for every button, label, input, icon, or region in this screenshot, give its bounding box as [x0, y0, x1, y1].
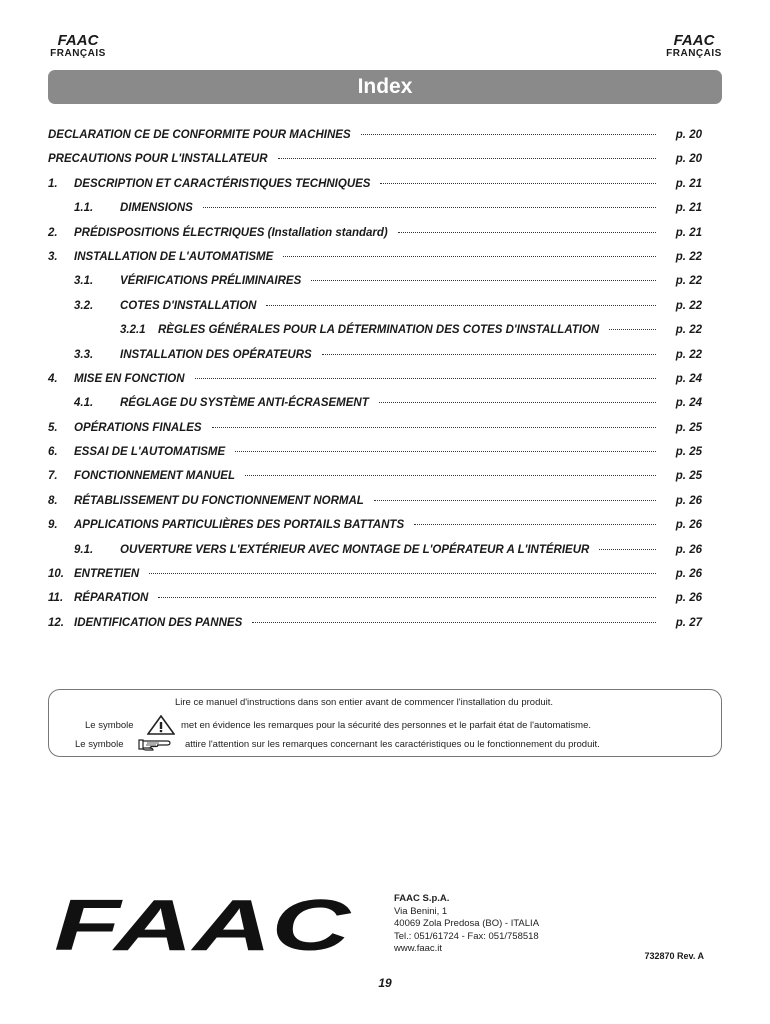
toc-label: IDENTIFICATION DES PANNES [74, 616, 243, 629]
toc-page-ref: p. 21 [675, 177, 702, 190]
address-line: www.faac.it [394, 943, 443, 954]
toc-label: DECLARATION CE DE CONFORMITE POUR MACHINES [48, 129, 351, 141]
notice-box [48, 689, 722, 757]
toc-page-ref: p. 20 [675, 153, 702, 166]
toc-entry [48, 373, 702, 397]
toc-number: 2. [48, 226, 58, 239]
toc-leader-dots [398, 232, 656, 233]
toc-entry [48, 275, 702, 299]
language-label-right: FRANÇAIS [666, 48, 722, 59]
toc-label: ENTRETIEN [74, 568, 140, 581]
toc-leader-dots [278, 158, 656, 159]
toc-entry [48, 592, 702, 616]
toc-label: RÉTABLISSEMENT DU FONCTIONNEMENT NORMAL [74, 494, 364, 507]
toc-entry [48, 397, 702, 421]
toc-number: 3.2.1 [120, 324, 146, 337]
toc-leader-dots [203, 207, 656, 208]
toc-leader-dots [149, 573, 656, 574]
toc-entry [48, 178, 702, 202]
toc-number: 1.1. [74, 202, 94, 215]
toc-number: 3.2. [74, 299, 94, 312]
toc-entry [48, 544, 702, 568]
toc-label: INSTALLATION DE L'AUTOMATISME [74, 250, 274, 263]
toc-leader-dots [599, 549, 656, 550]
svg-text:FAAC: FAAC [57, 33, 99, 47]
toc-entry [48, 227, 702, 251]
toc-leader-dots [252, 622, 656, 623]
toc-label: PRECAUTIONS POUR L'INSTALLATEUR [48, 153, 268, 166]
toc-page-ref: p. 26 [675, 519, 702, 532]
toc-entry [48, 470, 702, 494]
toc-page-ref: p. 26 [675, 494, 702, 507]
address-line: 40069 Zola Predosa (BO) - ITALIA [394, 918, 540, 929]
toc-label: APPLICATIONS PARTICULIÈRES DES PORTAILS BATTANTS [74, 519, 405, 532]
toc-number: 7. [48, 470, 58, 483]
toc-leader-dots [235, 451, 656, 452]
toc-entry [48, 202, 702, 226]
toc-page-ref: p. 22 [675, 299, 702, 312]
table-of-contents [48, 129, 702, 641]
toc-page-ref: p. 27 [675, 616, 702, 629]
header-logo-left [48, 33, 108, 59]
toc-number: 9. [48, 519, 58, 532]
toc-page-ref: p. 25 [675, 470, 702, 483]
toc-number: 10. [48, 568, 64, 581]
faac-logo-small-left [48, 33, 108, 47]
header-logo-right [664, 33, 724, 59]
toc-leader-dots [195, 378, 656, 379]
toc-label: FONCTIONNEMENT MANUEL [74, 470, 235, 483]
toc-page-ref: p. 25 [675, 446, 702, 459]
address-line: Tel.: 051/61724 - Fax: 051/758518 [394, 930, 539, 942]
toc-leader-dots [322, 354, 656, 355]
toc-entry [48, 300, 702, 324]
toc-leader-dots [380, 183, 656, 184]
toc-entry [48, 251, 702, 275]
toc-number: 1. [48, 177, 58, 190]
notice-warning-row [85, 715, 591, 735]
svg-text:FAAC: FAAC [673, 33, 715, 47]
symbol-label: Le symbole [75, 738, 124, 750]
svg-text:FAAC: FAAC [54, 894, 352, 956]
toc-number: 4. [48, 372, 58, 385]
toc-entry [48, 495, 702, 519]
toc-number: 8. [48, 494, 58, 507]
index-title-bar [48, 70, 722, 104]
toc-page-ref: p. 21 [675, 202, 702, 215]
toc-page-ref: p. 22 [675, 250, 702, 263]
toc-leader-dots [311, 280, 656, 281]
toc-page-ref: p. 25 [675, 421, 702, 434]
hand-description: attire l'attention sur les remarques concernant les caractéristiques ou le fonctionnement du produit. [185, 738, 600, 750]
language-label-left: FRANÇAIS [50, 48, 106, 59]
toc-number: 3.1. [74, 275, 94, 288]
toc-leader-dots [212, 427, 656, 428]
toc-label: OPÉRATIONS FINALES [74, 421, 202, 434]
toc-label: ESSAI DE L'AUTOMATISME [74, 446, 226, 459]
toc-label: RÉPARATION [74, 592, 149, 605]
toc-label: RÈGLES GÉNÉRALES POUR LA DÉTERMINATION DES COTES D'INSTALLATION [158, 324, 600, 337]
company-name: FAAC S.p.A. [394, 893, 450, 904]
toc-leader-dots [245, 475, 656, 476]
toc-entry [48, 129, 702, 153]
toc-label: COTES D'INSTALLATION [120, 299, 257, 312]
toc-entry [48, 153, 702, 177]
toc-page-ref: p. 24 [675, 397, 702, 410]
toc-entry [48, 617, 702, 641]
toc-label: PRÉDISPOSITIONS ÉLECTRIQUES (Installation standard) [74, 226, 388, 239]
faac-logo-icon [54, 894, 354, 956]
toc-leader-dots [414, 524, 656, 525]
toc-label: INSTALLATION DES OPÉRATEURS [120, 348, 312, 361]
faac-logo-large [54, 894, 354, 961]
toc-label: RÉGLAGE DU SYSTÈME ANTI-ÉCRASEMENT [120, 397, 369, 410]
toc-page-ref: p. 22 [675, 348, 702, 361]
document-reference: 732870 Rev. A [644, 951, 704, 961]
toc-leader-dots [283, 256, 656, 257]
page-number: 19 [378, 976, 392, 990]
toc-page-ref: p. 26 [675, 568, 702, 581]
toc-page-ref: p. 22 [675, 324, 702, 337]
notice-hand-row [75, 735, 600, 753]
warning-description: met en évidence les remarques pour la sécurité des personnes et le parfait état de l'automatisme. [181, 719, 592, 731]
faac-logo-small-right [664, 33, 724, 47]
toc-entry [48, 446, 702, 470]
toc-leader-dots [266, 305, 656, 306]
toc-leader-dots [158, 597, 656, 598]
toc-page-ref: p. 21 [675, 226, 702, 239]
notice-intro: Lire ce manuel d'instructions dans son entier avant de commencer l'installation du produit. [175, 697, 554, 708]
toc-number: 12. [48, 616, 64, 629]
toc-page-ref: p. 22 [675, 275, 702, 288]
toc-number: 3.3. [74, 348, 94, 361]
toc-leader-dots [379, 402, 656, 403]
pointing-hand-icon [137, 735, 173, 753]
toc-label: DESCRIPTION ET CARACTÉRISTIQUES TECHNIQUES [74, 177, 371, 190]
toc-page-ref: p. 26 [675, 543, 702, 556]
company-address [394, 893, 539, 956]
address-line: Via Benini, 1 [394, 905, 448, 917]
toc-entry [48, 324, 702, 348]
toc-number: 9.1. [74, 543, 94, 556]
toc-entry [48, 422, 702, 446]
warning-triangle-icon [147, 715, 175, 735]
toc-page-ref: p. 24 [675, 372, 702, 385]
toc-label: MISE EN FONCTION [74, 372, 185, 385]
toc-leader-dots [609, 329, 656, 330]
page-title: Index [357, 75, 413, 98]
toc-page-ref: p. 26 [675, 592, 702, 605]
toc-number: 4.1. [74, 397, 94, 410]
toc-entry [48, 568, 702, 592]
toc-page-ref: p. 20 [675, 129, 702, 141]
toc-entry [48, 519, 702, 543]
symbol-label: Le symbole [85, 719, 134, 731]
toc-number: 3. [48, 250, 58, 263]
toc-number: 5. [48, 421, 58, 434]
toc-label: OUVERTURE VERS L'EXTÉRIEUR AVEC MONTAGE DE L'OPÉRATEUR A L'INTÉRIEUR [120, 543, 590, 556]
toc-leader-dots [361, 134, 656, 135]
toc-leader-dots [374, 500, 656, 501]
toc-number: 11. [48, 592, 64, 605]
toc-label: DIMENSIONS [120, 202, 193, 215]
toc-number: 6. [48, 446, 58, 459]
toc-label: VÉRIFICATIONS PRÉLIMINAIRES [120, 275, 302, 288]
toc-entry [48, 349, 702, 373]
